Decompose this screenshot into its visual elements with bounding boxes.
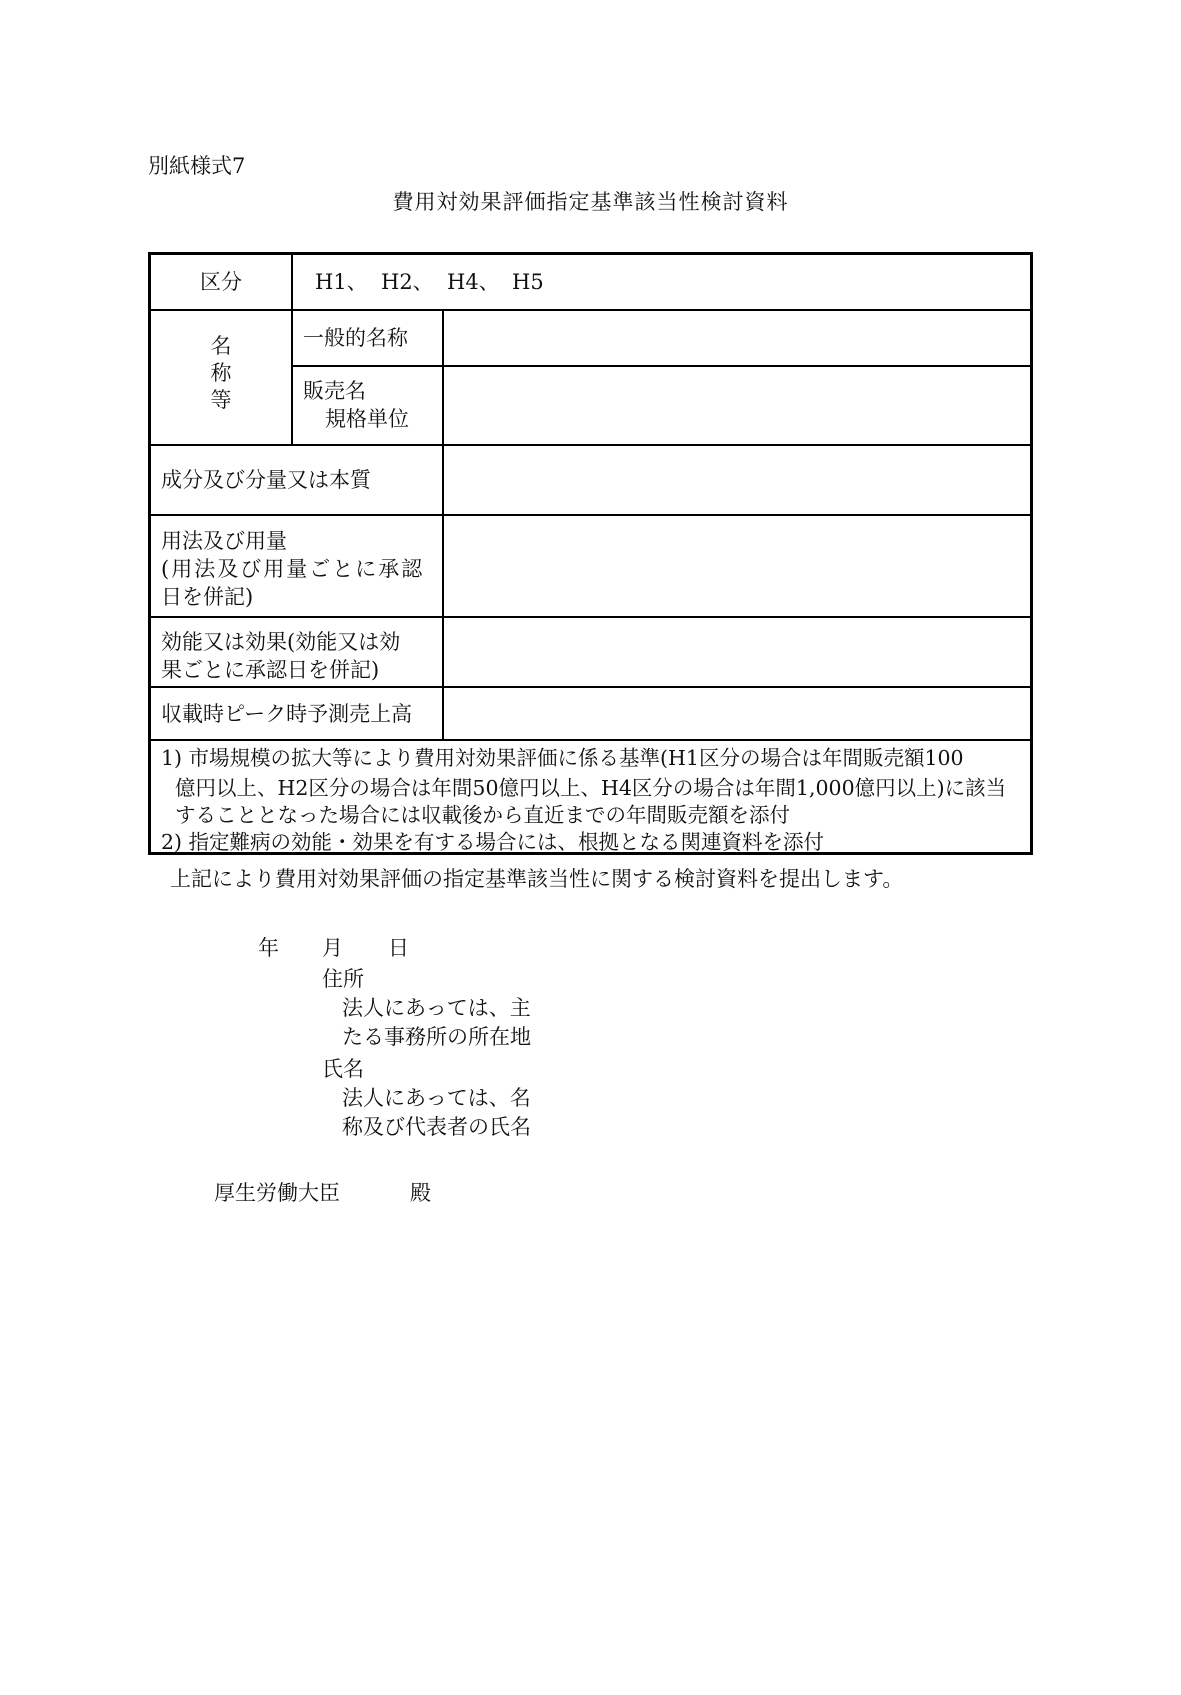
dosage-note-1: (用法及び用量ごとに承認 [161,557,425,581]
honorific: 殿 [410,1181,431,1205]
category-label: 区分 [200,270,242,294]
row-divider [151,444,1030,446]
row-divider [151,309,1030,311]
name-label: 氏名 [322,1057,364,1081]
row-divider [151,514,1030,516]
submission-statement: 上記により費用対効果評価の指定基準該当性に関する検討資料を提出します。 [170,867,904,891]
dosage-label: 用法及び用量 [161,529,287,553]
efficacy-label-2: 果ごとに承認日を併記) [161,658,380,682]
sales-forecast-label: 収載時ピーク時予測売上高 [161,702,413,726]
name-group-label-2: 称 [210,361,232,385]
name-note-1: 法人にあっては、名 [342,1086,531,1110]
note-line-2: 億円以上、H2区分の場合は年間50億円以上、H4区分の場合は年間1,000億円以上)に該当 [175,776,1007,800]
row-divider [151,616,1030,618]
row-divider [293,365,1030,367]
general-name-label: 一般的名称 [303,326,408,350]
date-day: 日 [388,936,409,960]
document-title: 費用対効果評価指定基準該当性検討資料 [392,190,789,214]
name-group-label-1: 名 [210,334,232,358]
minister-addressee: 厚生労働大臣 [214,1181,340,1205]
row-divider [151,739,1030,741]
category-option-h1: H1、 [315,270,368,294]
note-line-1: 1) 市場規模の拡大等により費用対効果評価に係る基準(H1区分の場合は年間販売額100 [161,746,964,770]
column-divider [291,255,293,446]
address-note-1: 法人にあっては、主 [342,996,531,1020]
name-group-label-3: 等 [210,388,232,412]
ingredients-label: 成分及び分量又は本質 [161,468,371,492]
dosage-note-2: 日を併記) [161,585,254,609]
efficacy-label-1: 効能又は効果(効能又は効 [161,630,401,654]
address-note-2: たる事務所の所在地 [342,1025,531,1049]
category-option-h2: H2、 [381,270,434,294]
date-year: 年 [258,936,279,960]
note-line-3: することとなった場合には収載後から直近までの年間販売額を添付 [175,803,790,827]
category-option-h5: H5 [512,270,544,294]
unit-label: 規格単位 [325,407,409,431]
row-divider [151,686,1030,688]
note-line-4: 2) 指定難病の効能・効果を有する場合には、根拠となる関連資料を添付 [161,830,825,854]
form-number: 別紙様式7 [148,154,246,178]
address-label: 住所 [322,967,364,991]
sales-name-label: 販売名 [303,379,366,403]
column-divider [442,309,444,741]
category-option-h4: H4、 [447,270,500,294]
assessment-table [148,252,1033,855]
date-month: 月 [322,936,343,960]
name-note-2: 称及び代表者の氏名 [342,1115,531,1139]
